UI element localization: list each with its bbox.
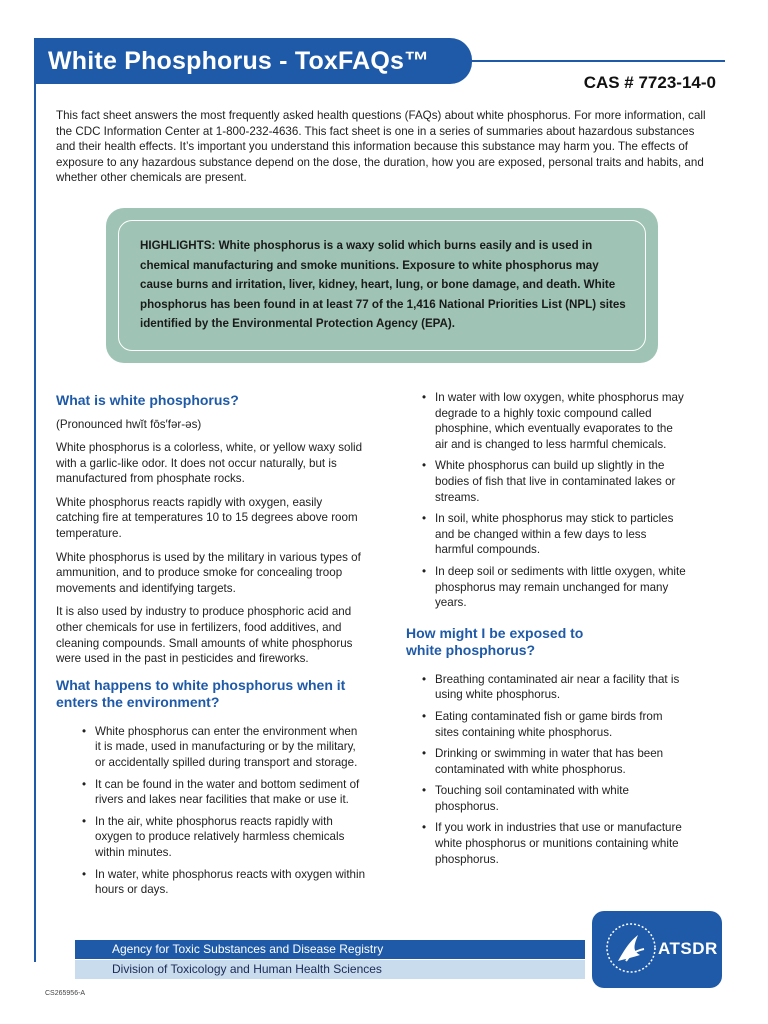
atsdr-logo — [592, 911, 722, 988]
section-heading-what-is: What is white phosphorus? — [56, 392, 239, 408]
list-item: • Breathing contaminated air near a facility that is using white phosphorus. — [422, 672, 688, 703]
cas-number: CAS # 7723-14-0 — [583, 73, 716, 92]
footer-division: Division of Toxicology and Human Health Sciences — [112, 962, 382, 976]
section-heading-environment: What happens to white phosphorus when it enters the environment? — [56, 676, 346, 711]
left-column — [56, 392, 366, 904]
highlights-text — [140, 236, 630, 334]
exposure-list — [406, 672, 688, 868]
list-item: • It can be found in the water and bottom sediment of rivers and lakes near facilities that make or use it. — [82, 777, 366, 808]
list-item: • White phosphorus can build up slightly in the bodies of fish that live in contaminated lakes or streams. — [422, 458, 688, 505]
list-item: • In water, white phosphorus reacts with oxygen within hours or days. — [82, 867, 366, 898]
environment-list-continued — [406, 390, 688, 611]
list-item: • Eating contaminated fish or game birds from sites containing white phosphorus. — [422, 709, 688, 740]
title-rule — [472, 60, 723, 62]
paragraph: White phosphorus reacts rapidly with oxygen, easily catching fire at temperatures 10 to 15 degrees above room temperature. — [56, 495, 358, 541]
intro-paragraph: This fact sheet answers the most frequently asked health questions (FAQs) about white phosphorus. For more information, call the CDC Information Center at 1-800-232-4636. This fact sheet is one in a series of summaries about hazardous substances and their health effects. It’s important you understand this information because this substance may harm you. The effects of exposure to any hazardous substance depend on the dose, the duration, how you are exposed, personal traits and habits, and whether other chemicals are present. — [56, 109, 706, 185]
paragraph: White phosphorus is a colorless, white, or yellow waxy solid with a garlic-like odor. It does not occur naturally, but is manufactured from phosphate rocks. — [56, 441, 363, 486]
environment-list — [56, 724, 366, 898]
list-item: • White phosphorus can enter the environment when it is made, used in manufacturing or by the military, or accidentally spilled during transport and storage. — [82, 724, 366, 771]
section-heading-exposure: How might I be exposed to white phosphorus? — [406, 624, 584, 659]
page-title: White Phosphorus - ToxFAQs™ — [48, 46, 430, 75]
list-item: • In deep soil or sediments with little oxygen, white phosphorus may remain unchanged for many years. — [422, 564, 688, 611]
highlights-body: White phosphorus is a waxy solid which burns easily and is used in chemical manufacturing and smoke munitions. Exposure to white phosphorus may cause burns and irritation, liver, kidney, heart, lung, or bone damage, and death. White phosphorus has been found in at least 77 of the 1,416 National Priorities List (NPL) sites identified by the Environmental Protection Agency (EPA). — [140, 239, 626, 331]
logo-text: ATSDR — [658, 939, 718, 958]
paragraph: White phosphorus is used by the military in various types of ammunition, and to produce smoke for concealing troop movements and identifying targets. — [56, 550, 361, 595]
paragraph: It is also used by industry to produce phosphoric acid and other chemicals for use in fertilizers, food additives, and cleaning compounds. Small amounts of white phosphorus were used in the past in pesticides and fireworks. — [56, 605, 353, 666]
highlights-label: HIGHLIGHTS: — [140, 239, 216, 252]
right-column — [406, 390, 688, 873]
list-item: • Touching soil contaminated with white phosphorus. — [422, 783, 688, 814]
document-code: CS265956-A — [45, 990, 86, 997]
list-item: • In soil, white phosphorus may stick to particles and be changed within a few days to less harmful compounds. — [422, 511, 688, 558]
list-item: • If you work in industries that use or manufacture white phosphorus or munitions containing white phosphorus. — [422, 820, 688, 867]
list-item: • In the air, white phosphorus reacts rapidly with oxygen to produce relatively harmless chemicals within minutes. — [82, 814, 366, 861]
title-banner — [34, 38, 472, 84]
hhs-seal-icon — [604, 921, 658, 975]
footer-agency: Agency for Toxic Substances and Disease Registry — [112, 942, 384, 956]
pronunciation: (Pronounced hwĭt fōs′fər-əs) — [56, 417, 202, 431]
list-item: • In water with low oxygen, white phosphorus may degrade to a highly toxic compound called phosphine, which eventually evaporates to the air and is changed to less harmful chemicals. — [422, 390, 688, 452]
list-item: • Drinking or swimming in water that has been contaminated with white phosphorus. — [422, 746, 688, 777]
